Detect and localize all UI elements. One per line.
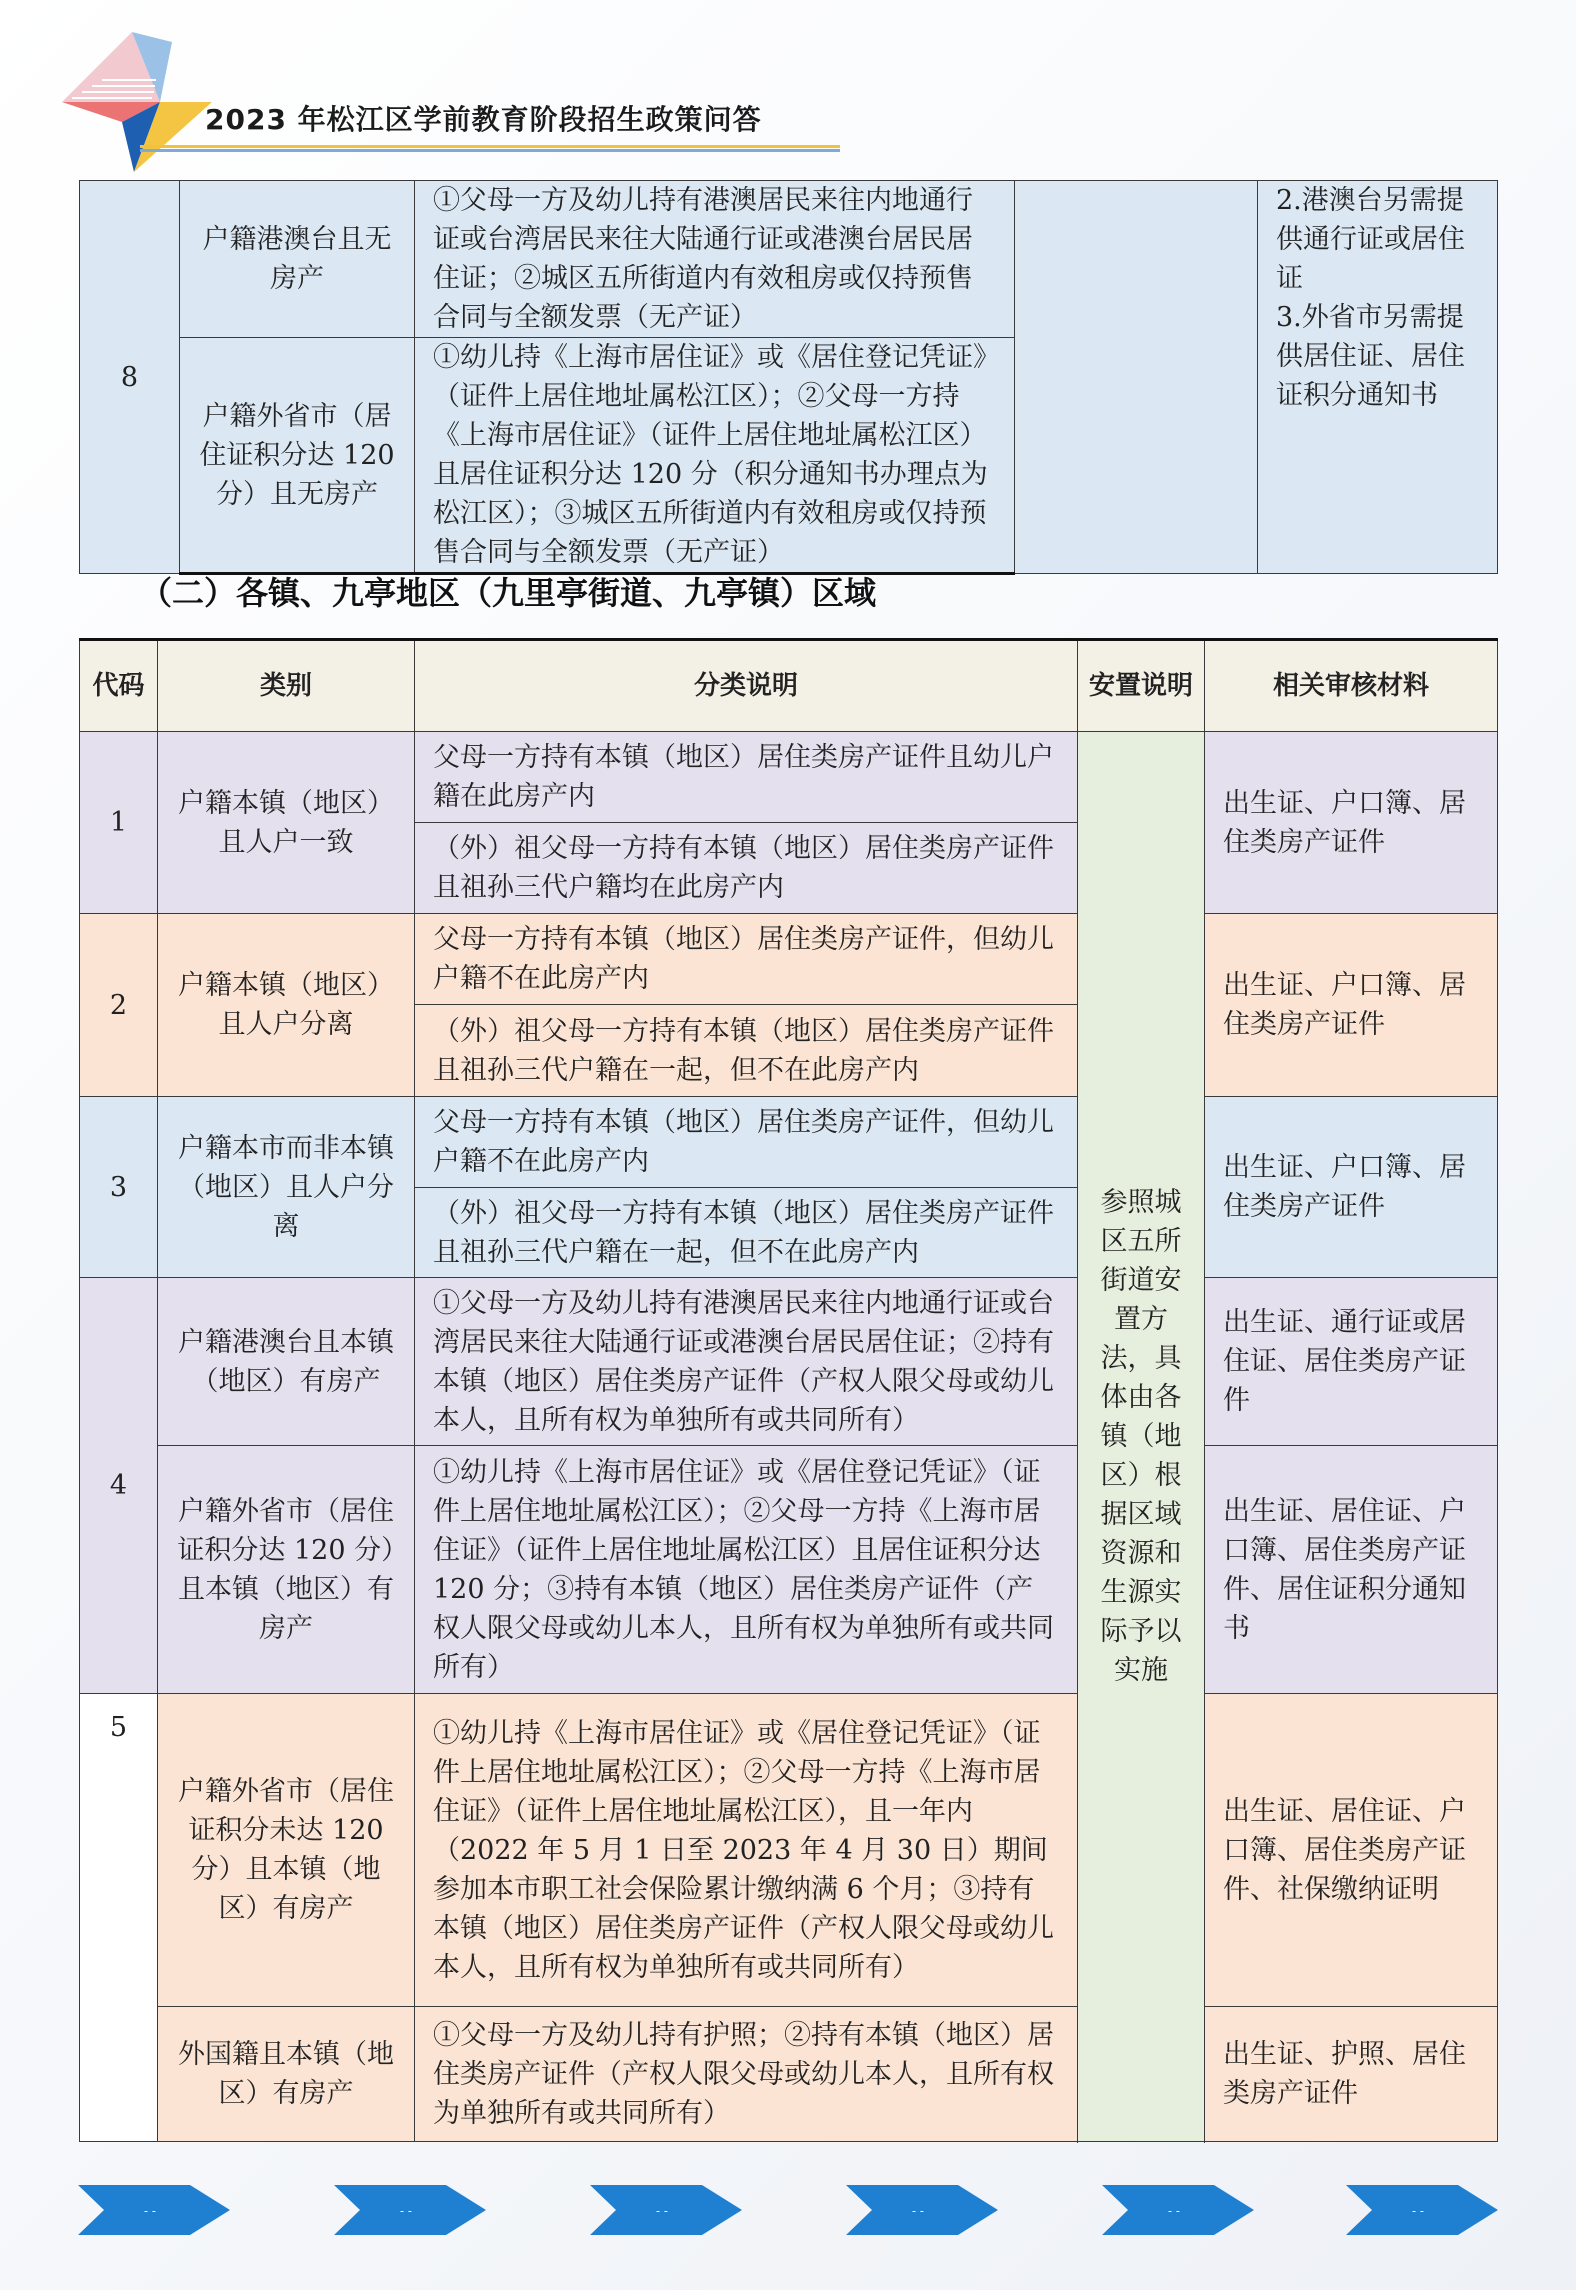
description-cell: ①幼儿持《上海市居住证》或《居住登记凭证》（证件上居住地址属松江区）；②父母一方持《上海市居住证》（证件上居住地址属松江区）且居住证积分达 120 分（积分通知书办理点为松江区）；③城区五所街道内有效租房或仅持预售合同与全额发票（无产证） [415, 338, 1015, 574]
svg-text:- -: - - [1412, 2204, 1424, 2218]
header-materials: 相关审核材料 [1205, 640, 1498, 732]
svg-text:- -: - - [144, 2204, 156, 2218]
description-cell: 父母一方持有本镇（地区）居住类房产证件且幼儿户籍在此房产内 [415, 732, 1078, 823]
main-table [79, 638, 1498, 2142]
arrow-right-icon [334, 2185, 486, 2235]
category-cell: 户籍外省市（居住证积分未达 120 分）且本镇（地区）有房产 [158, 1694, 415, 2007]
description-cell: （外）祖父母一方持有本镇（地区）居住类房产证件且祖孙三代户籍均在此房产内 [415, 823, 1078, 914]
header-underline [140, 145, 840, 153]
category-cell: 户籍本市而非本镇（地区）且人户分离 [158, 1097, 415, 1278]
materials-cell: 出生证、居住证、户口簿、居住类房产证件、居住证积分通知书 [1205, 1446, 1498, 1694]
arrow-right-icon [1102, 2185, 1254, 2235]
arrow-right-icon [590, 2185, 742, 2235]
materials-cell: 出生证、户口簿、居住类房产证件 [1205, 1097, 1498, 1278]
category-cell: 户籍外省市（居住证积分达 120 分）且无房产 [180, 338, 415, 574]
svg-text:- -: - - [400, 2204, 412, 2218]
arrow-right-icon [846, 2185, 998, 2235]
description-cell: ①幼儿持《上海市居住证》或《居住登记凭证》（证件上居住地址属松江区）；②父母一方持《上海市居住证》（证件上居住地址属松江区）且居住证积分达 120 分；③持有本镇（地区）居住类房产证件（产权人限父母或幼儿本人，且所有权为单独所有或共同所有） [415, 1446, 1078, 1694]
top-table [79, 180, 1498, 575]
materials-cell: 出生证、户口簿、居住类房产证件 [1205, 914, 1498, 1097]
header-category: 类别 [158, 640, 415, 732]
code-cell: 2 [80, 914, 158, 1097]
arrow-right-icon [78, 2185, 230, 2235]
materials-cell: 出生证、户口簿、居住类房产证件 [1205, 732, 1498, 914]
category-cell: 户籍本镇（地区）且人户一致 [158, 732, 415, 914]
category-cell: 外国籍且本镇（地区）有房产 [158, 2007, 415, 2142]
category-cell: 户籍港澳台且无房产 [180, 181, 415, 338]
description-cell: （外）祖父母一方持有本镇（地区）居住类房产证件且祖孙三代户籍在一起，但不在此房产内 [415, 1188, 1078, 1278]
arrow-right-icon [1346, 2185, 1498, 2235]
header-code: 代码 [80, 640, 158, 732]
description-cell: ①幼儿持《上海市居住证》或《居住登记凭证》（证件上居住地址属松江区）；②父母一方持《上海市居住证》（证件上居住地址属松江区），且一年内（2022 年 5 月 1 日至 2023 年 4 月 30 日）期间参加本市职工社会保险累计缴纳满 6 个月；③持有本镇（地区）居住类房产证件（产权人限父母或幼儿本人，且所有权为单独所有或共同所有） [415, 1694, 1078, 2007]
category-cell: 户籍本镇（地区）且人户分离 [158, 914, 415, 1097]
materials-cell: 出生证、护照、居住类房产证件 [1205, 2007, 1498, 2142]
category-cell: 户籍外省市（居住证积分达 120 分）且本镇（地区）有房产 [158, 1446, 415, 1694]
svg-text:- -: - - [912, 2204, 924, 2218]
description-cell: 父母一方持有本镇（地区）居住类房产证件，但幼儿户籍不在此房产内 [415, 914, 1078, 1005]
materials-cell: 出生证、居住证、户口簿、居住类房产证件、社保缴纳证明 [1205, 1694, 1498, 2007]
code-cell: 4 [80, 1278, 158, 1694]
materials-notes-cell [1258, 181, 1498, 574]
code-cell: 1 [80, 732, 158, 914]
description-cell: ①父母一方及幼儿持有护照；②持有本镇（地区）居住类房产证件（产权人限父母或幼儿本人，且所有权为单独所有或共同所有） [415, 2007, 1078, 2142]
category-cell: 户籍港澳台且本镇（地区）有房产 [158, 1278, 415, 1446]
description-cell: ①父母一方及幼儿持有港澳居民来往内地通行证或台湾居民来往大陆通行证或港澳台居民居住证；②城区五所街道内有效租房或仅持预售合同与全额发票（无产证） [415, 181, 1015, 338]
description-cell: （外）祖父母一方持有本镇（地区）居住类房产证件且祖孙三代户籍在一起，但不在此房产内 [415, 1005, 1078, 1097]
svg-text:- -: - - [656, 2204, 668, 2218]
footer-nav [0, 2185, 1576, 2245]
placement-cell: 参照城区五所街道安置方法，具体由各镇（地区）根据区域资源和生源实际予以实施 [1078, 732, 1205, 2142]
page-title: 2023 年松江区学前教育阶段招生政策问答 [205, 103, 762, 136]
placement-cell [1015, 181, 1258, 574]
code-cell: 5 [80, 1694, 158, 2142]
materials-cell: 出生证、通行证或居住证、居住类房产证件 [1205, 1278, 1498, 1446]
section-heading: （二）各镇、九亭地区（九里亭街道、九亭镇）区域 [140, 574, 877, 612]
description-cell: ①父母一方及幼儿持有港澳居民来往内地通行证或台湾居民来往大陆通行证或港澳台居民居住证；②持有本镇（地区）居住类房产证件（产权人限父母或幼儿本人，且所有权为单独所有或共同所有） [415, 1278, 1078, 1446]
note-line: 2.港澳台另需提供通行证或居住证 [1276, 185, 1465, 294]
code-cell: 3 [80, 1097, 158, 1278]
code-cell: 8 [80, 181, 180, 574]
note-line: 3.外省市另需提供居住证、居住证积分通知书 [1276, 302, 1465, 411]
description-cell: 父母一方持有本镇（地区）居住类房产证件，但幼儿户籍不在此房产内 [415, 1097, 1078, 1188]
header-description: 分类说明 [415, 640, 1078, 732]
svg-text:- -: - - [1168, 2204, 1180, 2218]
header-placement: 安置说明 [1078, 640, 1205, 732]
